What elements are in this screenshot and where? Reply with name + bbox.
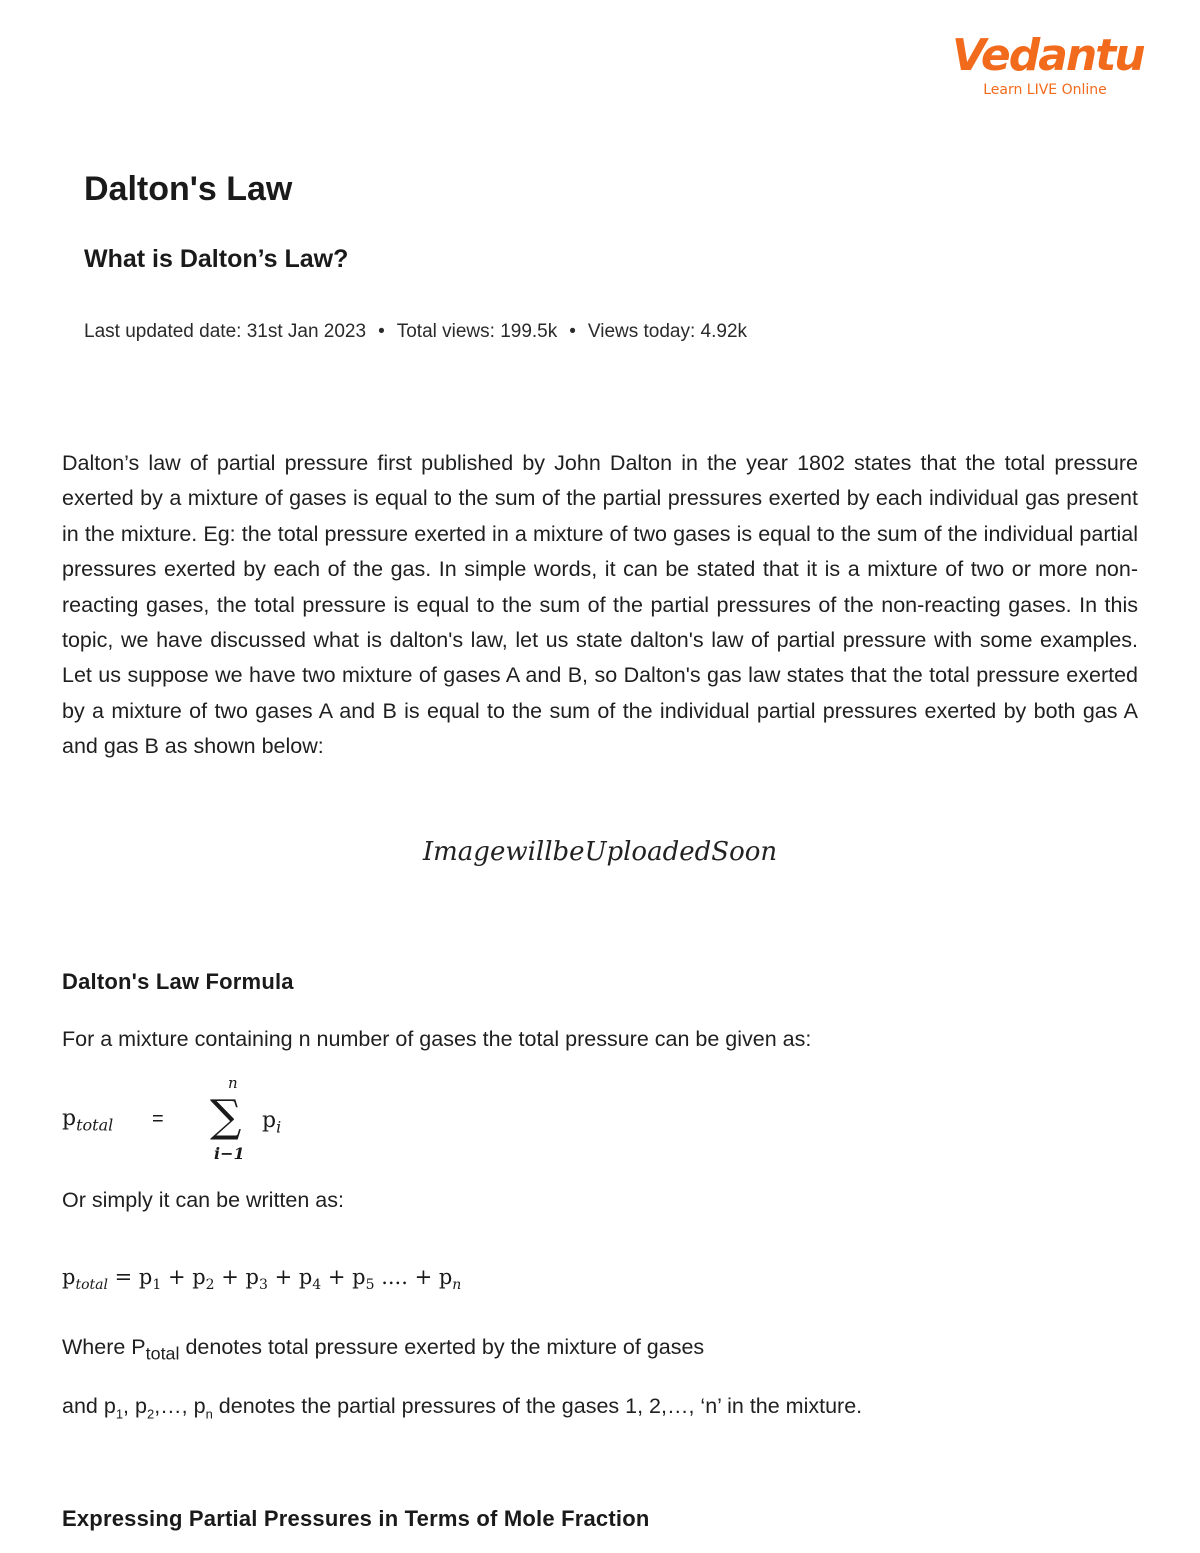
views-today: Views today: 4.92k bbox=[587, 321, 748, 342]
last-updated: Last updated date: 31st Jan 2023 bbox=[84, 321, 367, 342]
intro-paragraph: Dalton’s law of partial pressure first published by John Dalton in the year 1802 states that the total pressure exerted by a mixture of gases is equal to the sum of the partial pressures exerted by each individual gas present in the mixture. Eg: the total pressure exerted in a mixture of two gases is equal to the sum of the individual partial pressures exerted by each of the gas. In simple words, it can be stated that it is a mixture of two or more non-reacting gases, the total pressure is equal to the sum of the partial pressures of the non-reacting gases. In this topic, we have discussed what is dalton's law, let us state dalton's law of partial pressure with some examples. Let us suppose we have two mixture of gases A and B, so Dalton's gas law states that the total pressure exerted by a mixture of two gases A and B is equal to the sum of the individual partial pressures exerted by both gas A and gas B as shown below: bbox=[62, 451, 1138, 759]
vedantu-logo bbox=[952, 30, 1144, 98]
and-definition: and $p_1$, $p_2,\dots$, $p_n$ denotes the partial pressures of the gases 1, 2,…, ‘n’ in the mixture. bbox=[62, 1394, 863, 1422]
summation-sign: ∑ bbox=[210, 1091, 242, 1142]
page-subtitle: What is Dalton’s Law? bbox=[84, 245, 349, 273]
where-definition: Where $P_{total}$ denotes total pressure exerted by the mixture of gases bbox=[62, 1335, 705, 1364]
mole-fraction-heading: Expressing Partial Pressures in Terms of Mole Fraction bbox=[62, 1506, 650, 1531]
sum-lower-limit: i−1 bbox=[214, 1144, 245, 1163]
summation-formula bbox=[62, 1070, 322, 1170]
image-placeholder: ImagewillbeUploadedSoon bbox=[422, 837, 778, 867]
page-title: Dalton's Law bbox=[84, 170, 293, 208]
expanded-formula: $p_{total} = p_1 + p_2 + p_3 + p_4 + p_5$ .... + $p_n$ bbox=[62, 1265, 462, 1294]
logo-tagline: Learn LIVE Online bbox=[983, 82, 1107, 98]
p-total-term: $p_{total}$ bbox=[62, 1106, 114, 1135]
total-views: Total views: 199.5k bbox=[396, 321, 558, 342]
p-i-term: $p_i$ bbox=[262, 1108, 282, 1137]
meta-separator: • bbox=[378, 321, 385, 342]
meta-separator: • bbox=[569, 321, 576, 342]
logo-wordmark: Vedantu bbox=[952, 30, 1144, 81]
formula-heading: Dalton's Law Formula bbox=[62, 969, 294, 994]
sum-upper-limit: n bbox=[228, 1074, 238, 1092]
simple-form-lead: Or simply it can be written as: bbox=[62, 1188, 344, 1212]
formula-lead: For a mixture containing n number of gases the total pressure can be given as: bbox=[62, 1027, 812, 1051]
article-meta bbox=[84, 318, 747, 346]
equals-sign: = bbox=[152, 1108, 164, 1130]
